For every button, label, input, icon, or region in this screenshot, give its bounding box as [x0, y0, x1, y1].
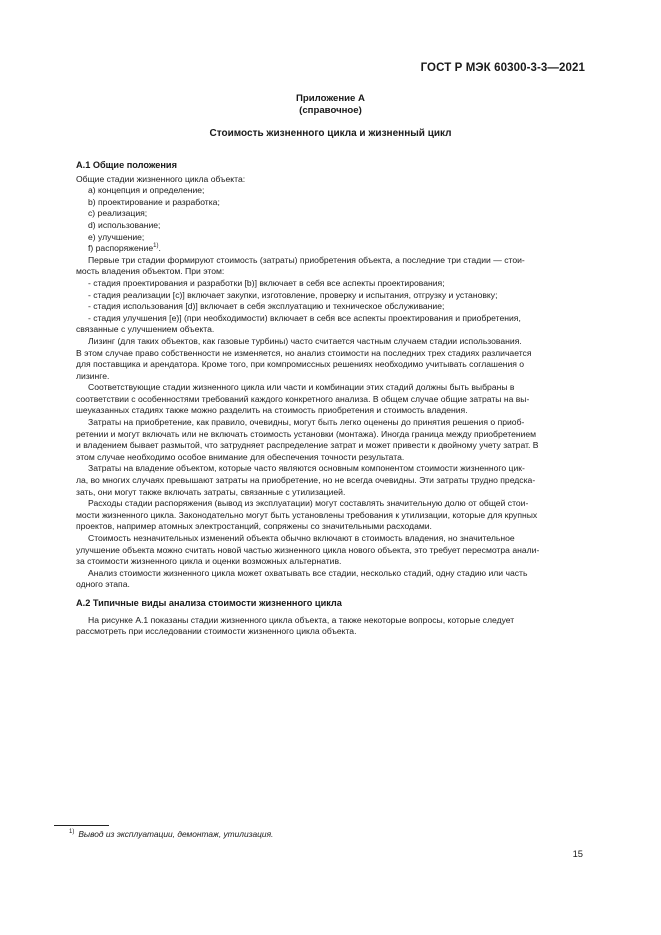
text-line: Лизинг (для таких объектов, как газовые турбины) часто считается частным случаем стадии использования. [88, 335, 522, 346]
text-line: Анализ стоимости жизненного цикла может охватывать все стадии, несколько стадий, одну стадию или часть [88, 567, 528, 578]
text-line: связанные с улучшением объекта. [76, 324, 215, 335]
paragraph [76, 336, 585, 382]
text-line: за стоимости жизненного цикла и оценки возможных альтернатив. [76, 556, 342, 567]
text-line: шеуказанных стадиях также можно разделить на стоимость приобретения и стоимость владения. [76, 405, 468, 416]
list-item [76, 312, 585, 336]
footnote-divider [54, 825, 109, 826]
paragraph [76, 382, 585, 417]
text-line: для поставщика и арендатора. Кроме того, при компромиссных решениях необходимо учитывать соглашения о [76, 359, 525, 370]
list-item-text: f) распоряжение [88, 243, 154, 254]
section-heading-a2: А.2 Типичные виды анализа стоимости жизненного цикла [76, 597, 342, 608]
stages-list [76, 185, 585, 255]
paragraph [76, 568, 585, 591]
text-line: В этом случае право собственности не изменяется, но анализ стоимости на последних трех стадиях различается [76, 347, 532, 358]
annex-subtitle: (справочное) [299, 104, 362, 116]
main-title: Стоимость жизненного цикла и жизненный цикл [209, 128, 452, 139]
paragraph [76, 255, 585, 278]
document-body [76, 160, 585, 638]
list-item: d) использование; [88, 219, 161, 230]
list-item: - стадия использования [d)] включает в себя эксплуатацию и техническое обслуживание; [88, 301, 445, 312]
text-line: Соответствующие стадии жизненного цикла или части и комбинации этих стадий должны быть выбраны в [88, 382, 515, 393]
text-line: Первые три стадии формируют стоимость (затраты) приобретения объекта, а последние три стадии — стои- [88, 254, 525, 265]
paragraph [76, 533, 585, 568]
footnote [69, 829, 273, 839]
footnote-reference[interactable]: 1) [153, 243, 159, 250]
text-line: - стадия улучшения [e)] (при необходимости) включает в себя все аспекты проектирования и приобретения, [88, 312, 521, 323]
list-item: c) реализация; [88, 208, 148, 219]
text-line: этом случае необходимо особое внимание для обеспечения точности результата. [76, 451, 405, 462]
list-item [88, 243, 585, 255]
text-line: ретении и могут включать или не включать стоимость установки (монтажа). Иногда граница между приобретением [76, 428, 537, 439]
text-line: и владением бывает размытой, что затрудняет распределение затрат и может привести к двойному учету затрат. В [76, 440, 539, 451]
list-item: e) улучшение; [88, 231, 145, 242]
page-number: 15 [572, 848, 583, 859]
list-item: - стадия проектирования и разработки [b)] включает в себя все аспекты проектирования; [88, 277, 445, 288]
text-line: Стоимость незначительных изменений объекта обычно включают в стоимость владения, но значительное [88, 533, 515, 543]
footnote-text: Вывод из эксплуатации, демонтаж, утилизация. [78, 829, 274, 839]
annex-title: Приложение А [296, 93, 365, 104]
paragraph-intro [76, 174, 585, 186]
text-line: На рисунке А.1 показаны стадии жизненного цикла объекта, а также некоторые вопросы, которые следует [88, 614, 515, 625]
text-line: рассмотреть при исследовании стоимости жизненного цикла объекта. [76, 626, 357, 637]
paragraph [76, 498, 585, 533]
text-line: зать, они могут также включать затраты, связанные с утилизацией. [76, 486, 346, 497]
list-item: a) концепция и определение; [88, 185, 205, 196]
section-heading-a1: А.1 Общие положения [76, 160, 177, 170]
dash-list [76, 278, 585, 336]
paragraph [76, 417, 585, 463]
standard-header: ГОСТ Р МЭК 60300-3-3—2021 [420, 62, 585, 74]
list-item: b) проектирование и разработка; [88, 196, 220, 207]
text-line: Расходы стадии распоряжения (вывод из эксплуатации) могут составлять значительную долю от общей стои- [88, 498, 529, 509]
text-line: одного этапа. [76, 579, 130, 590]
text-line: улучшение объекта можно считать новой частью жизненного цикла нового объекта, это требует пересмотра анали- [76, 544, 540, 555]
text-line: мость владения объектом. При этом: [76, 266, 225, 277]
text-line: лизинге. [76, 370, 110, 381]
paragraph [76, 615, 585, 638]
text-line: Затраты на приобретение, как правило, очевидны, могут быть легко оценены до принятия решения о приоб- [88, 417, 525, 428]
text-line: соответствии с особенностями требований каждого конкретного анализа. В общем случае общие затраты на вы- [76, 393, 530, 404]
text-line: мости жизненного цикла. Законодательно могут быть установлены требования к утилизации, которые для крупных [76, 509, 538, 520]
text-line: ла, во многих случаях превышают затраты на приобретение, но не всегда очевидны. Эти затраты трудно предска- [76, 475, 536, 486]
annex-heading [0, 93, 661, 116]
text-line: Затраты на владение объектом, которые часто являются основным компонентом стоимости жизненного цик- [88, 463, 525, 474]
footnote-mark: 1) [69, 829, 75, 836]
paragraph [76, 463, 585, 498]
list-item: - стадия реализации [c)] включает закупки, изготовление, проверку и испытания, отгрузку и установку; [88, 289, 498, 300]
text-line: Общие стадии жизненного цикла объекта: [76, 173, 246, 184]
text-line: проектов, например атомных электростанций, сопряжены со значительными расходами. [76, 521, 432, 532]
list-item-end: . [158, 243, 161, 254]
